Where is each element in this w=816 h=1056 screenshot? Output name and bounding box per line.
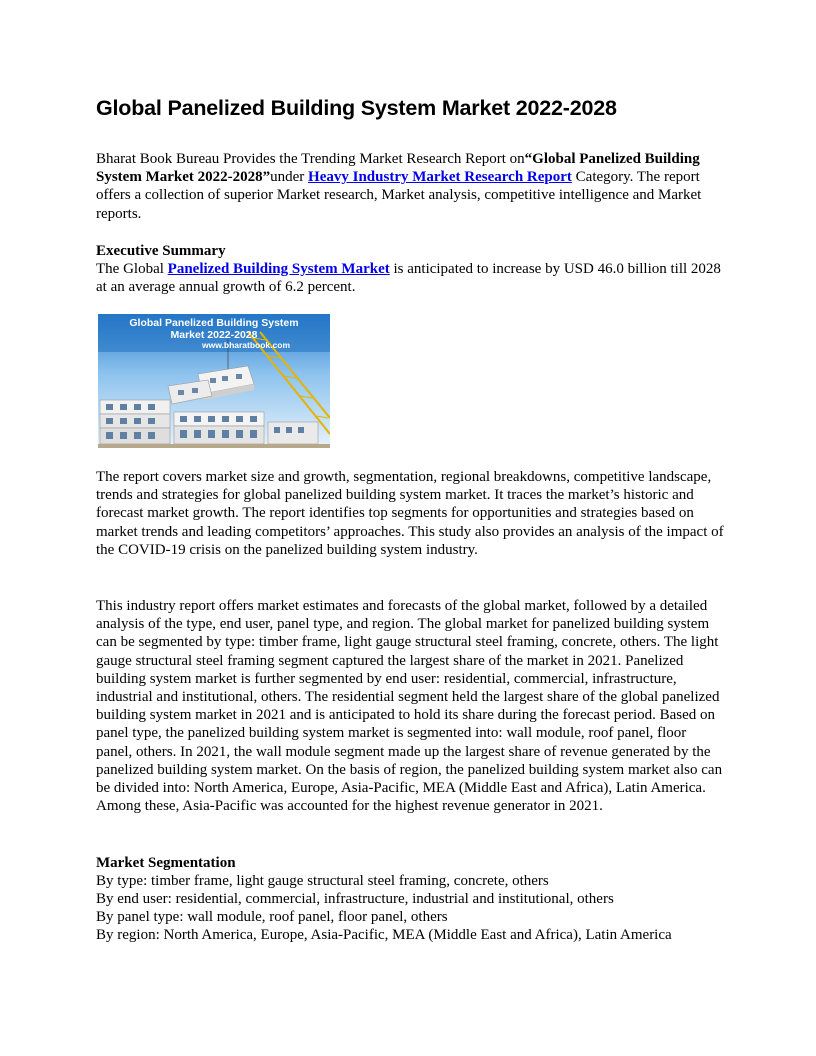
segmentation-item: By region: North America, Europe, Asia-Pacific, MEA (Middle East and Africa), Latin America [96,927,672,943]
executive-summary-text [96,260,726,296]
intro-lead: Bharat Book Bureau Provides the Trending Market Research Report on [96,151,525,167]
intro-tail: Category. The report offers a collection of superior Market research, Market analysis, competitive intelligence and Market reports. [96,169,702,222]
segmentation-item: By panel type: wall module, roof panel, floor panel, others [96,909,448,925]
banner-url: www.bharatbook.com [202,340,291,350]
banner-title: Global Panelized Building System Market 2022-2028 [129,317,299,341]
intro-under: under [270,169,309,186]
segmentation-item: By end user: residential, commercial, infrastructure, industrial and institutional, others [96,891,614,907]
intro-paragraph [96,150,726,223]
body-paragraph-1: The report covers market size and growth, segmentation, regional breakdowns, competitive landscape, trends and strategies for global panelized building system market. It traces the market’s historic and forecast market growth. The report identifies top segments for opportunities and strategies based on market trends and leading competitors’ approaches. This study also provides an analysis of the impact of the COVID-19 crisis on the panelized building system industry. [96,469,724,558]
body-paragraph-2: This industry report offers market estimates and forecasts of the global market, followed by a detailed analysis of the type, end user, panel type, and region. The global market for panelized building system can be segmented by type: timber frame, light gauge structural steel framing, concrete, others. The light gauge structural steel framing segment captured the largest share of the market in 2021. Panelized building system market is further segmented by end user: residential, commercial, infrastructure, industrial and institutional, others. The residential segment held the largest share of the global panelized building system market in 2021 and is anticipated to hold its share during the forecast period. Based on panel type, the panelized building system market is segmented into: wall module, roof panel, floor panel, others. In 2021, the wall module segment made up the largest share of revenue generated by the panelized building system market. On the basis of region, the panelized building system market also can be divided into: North America, Europe, Asia-Pacific, MEA (Middle East and Africa), Latin America. Among these, Asia-Pacific was accounted for the highest revenue generator in 2021. [96,598,723,815]
summary-lead: The Global [96,261,168,277]
executive-summary-heading: Executive Summary [96,243,226,259]
segmentation-item: By type: timber frame, light gauge structural steel framing, concrete, others [96,873,549,889]
market-link[interactable]: Panelized Building System Market [167,261,390,277]
summary-tail: is anticipated to increase by USD 46.0 billion till 2028 at an average annual growth of 6.2 percent. [96,261,721,296]
segmentation-heading: Market Segmentation [96,855,236,871]
category-link[interactable]: Heavy Industry Market Research Report [308,169,572,186]
page-title: Global Panelized Building System Market 2022-2028 [96,96,617,120]
report-banner-image [98,314,330,448]
report-title: “Global Panelized Building System Market 2022-2028” [96,151,700,186]
